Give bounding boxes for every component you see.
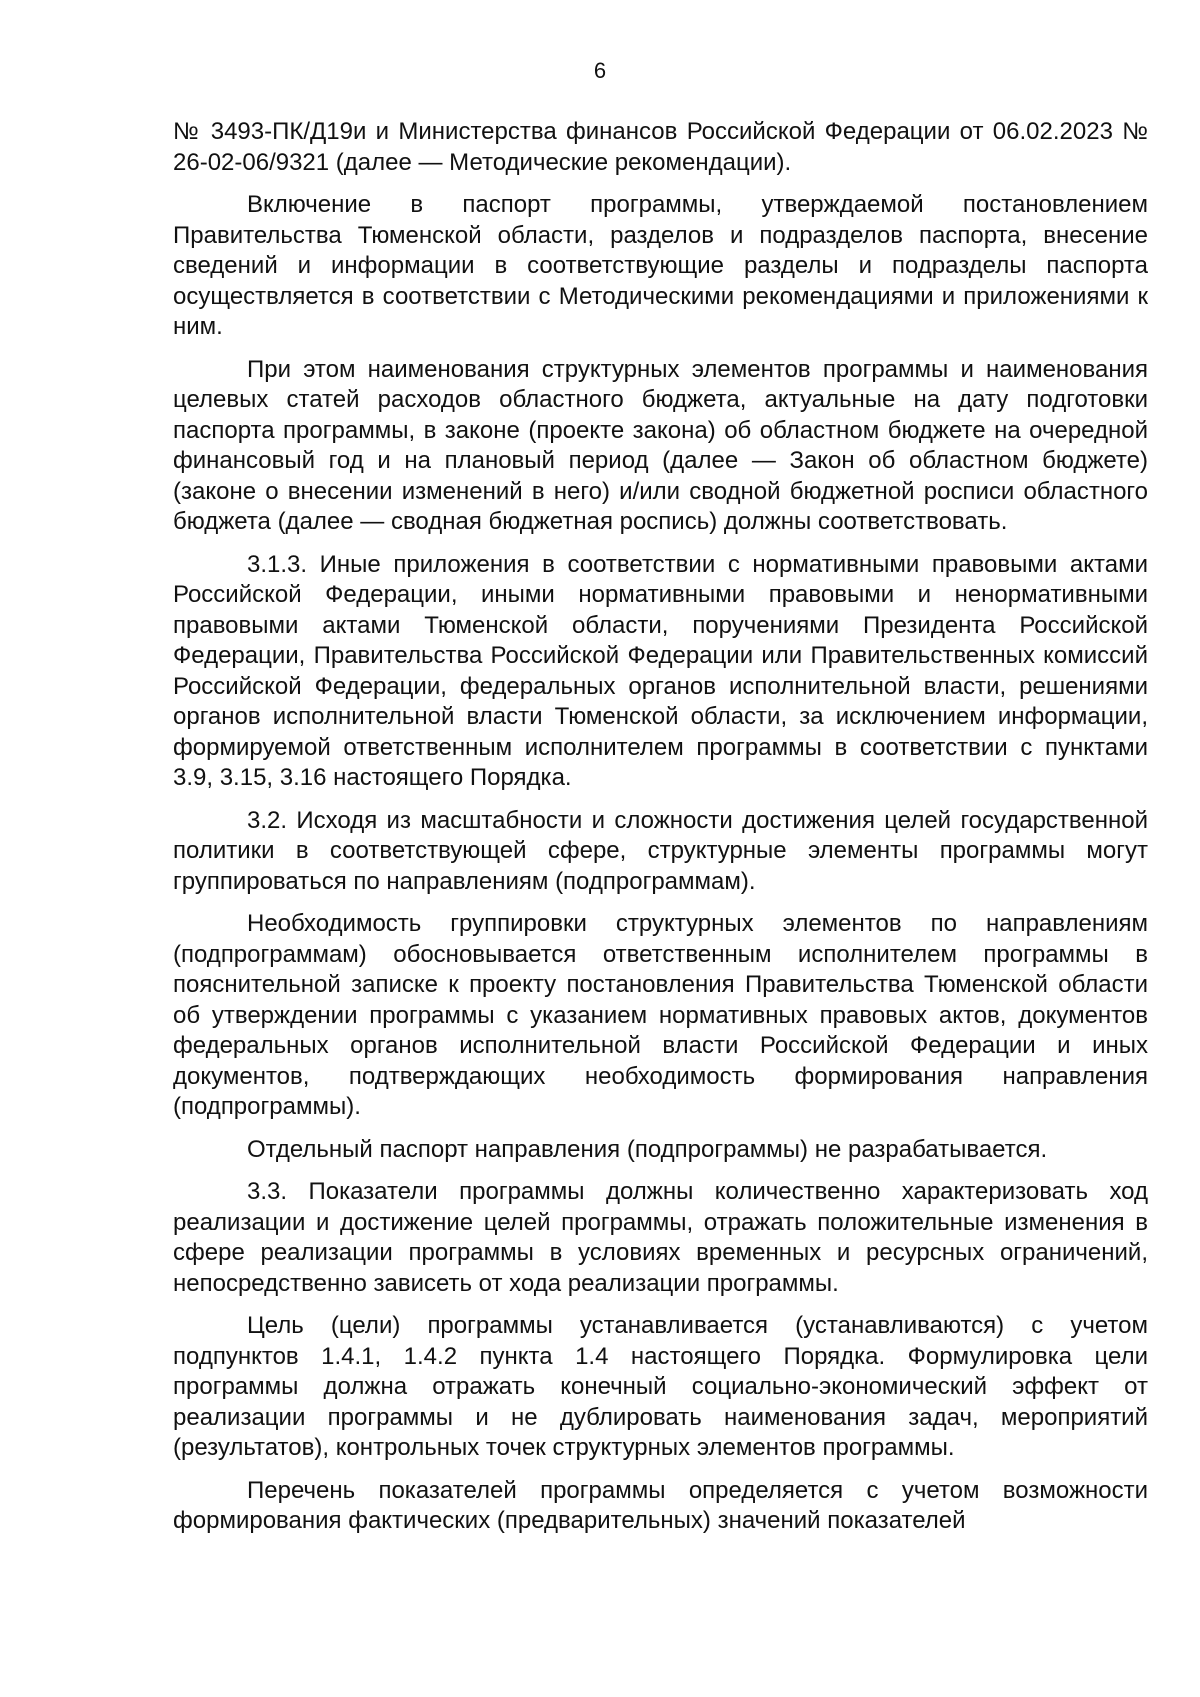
paragraph-3-1-3: 3.1.3. Иные приложения в соответствии с нормативными правовыми актами Российской Федерации, иными нормативными правовыми и ненормативными правовыми актами Тюменской области, поручениями Президента Российской Федерации, Правительства Российской Федерации или Правительственных комиссий Российской Федерации, федеральных органов исполнительной власти, решениями органов исполнительной власти Тюменской области, за исключением информации, формируемой ответственным исполнителем программы в соответствии с пунктами 3.9, 3.15, 3.16 настоящего Порядка. [173, 550, 1148, 791]
paragraph-grouping-justification: Необходимость группировки структурных элементов по направлениям (подпрограммам) обосновывается ответственным исполнителем программы в пояснительной записке к проекту постановления Правительства Тюменской области об утверждении программы с указанием нормативных правовых актов, документов федеральных органов исполнительной власти Российской Федерации и иных документов, подтверждающих необходимость формирования направления (подпрограммы). [173, 910, 1148, 1120]
document-body [173, 117, 1148, 1549]
paragraph-3-3: 3.3. Показатели программы должны количественно характеризовать ход реализации и достижение целей программы, отражать положительные изменения в сфере реализации программы в условиях временных и ресурсных ограничений, непосредственно зависеть от хода реализации программы. [173, 1178, 1148, 1297]
paragraph-passport-sections: Включение в паспорт программы, утверждаемой постановлением Правительства Тюменской области, разделов и подразделов паспорта, внесение сведений и информации в соответствующие разделы и подразделы паспорта осуществляется в соответствии с Методическими рекомендациями и приложениями к ним. [173, 191, 1148, 340]
paragraph-indicators-list: Перечень показателей программы определяется с учетом возможности формирования фактических (предварительных) значений показателей [173, 1476, 1148, 1534]
page-number: 6 [593, 58, 607, 83]
paragraph-continuation: № 3493-ПК/Д19и и Министерства финансов Российской Федерации от 06.02.2023 № 26-02-06/9321 (далее — Методические рекомендации). [173, 118, 1148, 176]
paragraph-3-2: 3.2. Исходя из масштабности и сложности достижения целей государственной политики в соответствующей сфере, структурные элементы программы могут группироваться по направлениям (подпрограммам). [173, 806, 1148, 895]
paragraph-separate-passport: Отдельный паспорт направления (подпрограммы) не разрабатывается. [247, 1135, 1048, 1163]
paragraph-structural-elements-names: При этом наименования структурных элементов программы и наименования целевых статей расходов областного бюджета, актуальные на дату подготовки паспорта программы, в законе (проекте закона) об областном бюджете на очередной финансовый год и на плановый период (далее — Закон об областном бюджете) (законе о внесении изменений в него) и/или сводной бюджетной росписи областного бюджета (далее — сводная бюджетная роспись) должны соответствовать. [173, 355, 1148, 535]
paragraph-program-goals: Цель (цели) программы устанавливается (устанавливаются) с учетом подпунктов 1.4.1, 1.4.2 пункта 1.4 настоящего Порядка. Формулировка цели программы должна отражать конечный социально-экономический эффект от реализации программы и не дублировать наименования задач, мероприятий (результатов), контрольных точек структурных элементов программы. [173, 1312, 1148, 1461]
